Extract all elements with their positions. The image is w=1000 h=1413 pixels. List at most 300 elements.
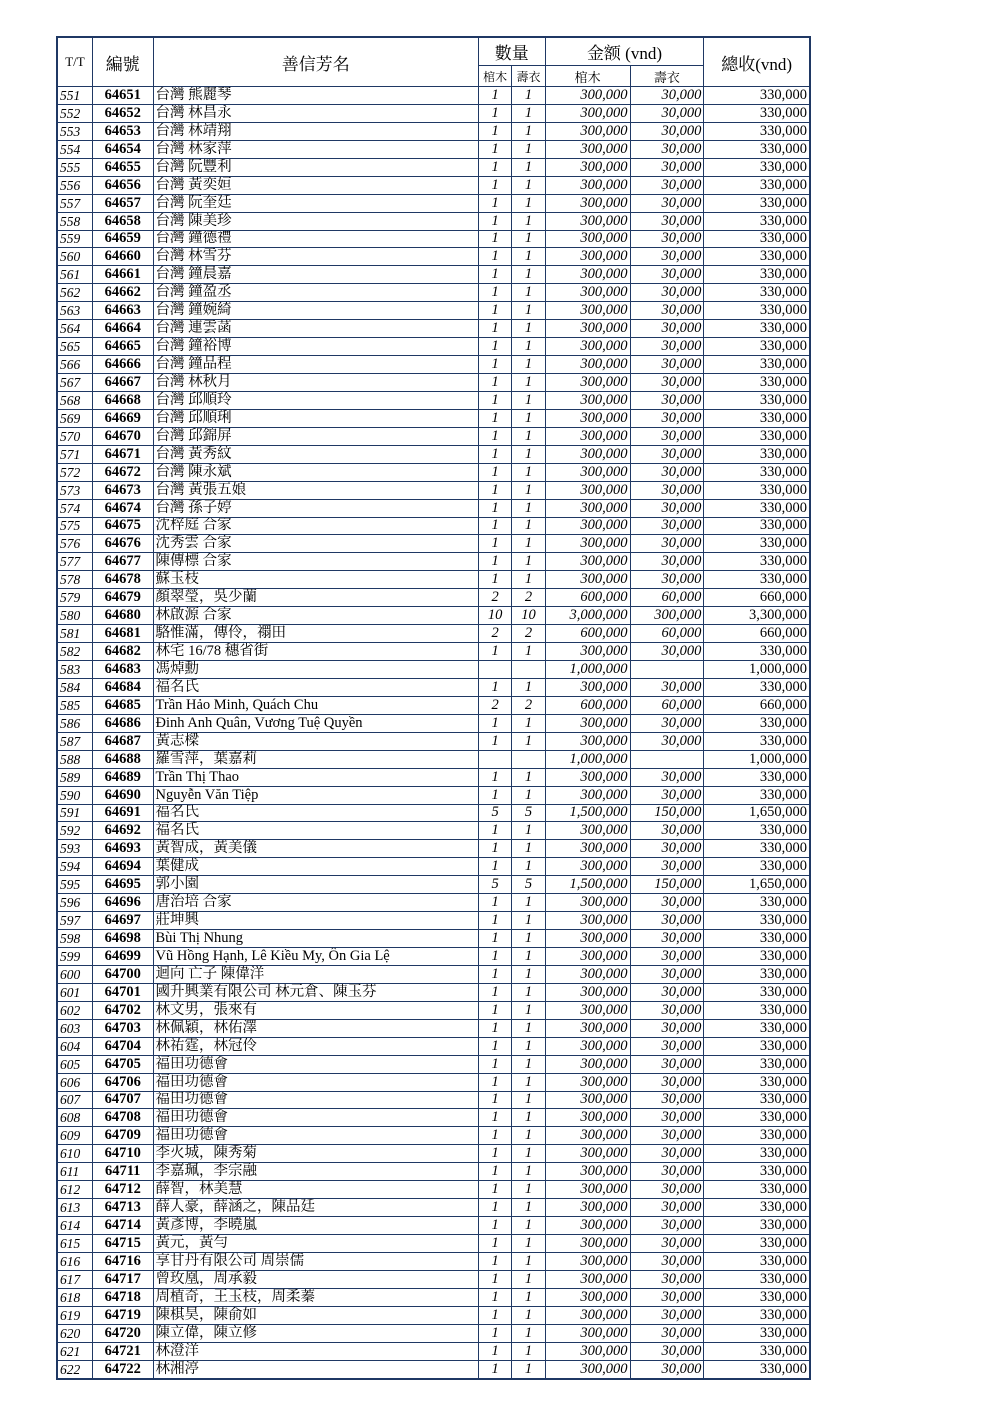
qty-shroud: 1	[512, 1163, 545, 1181]
qty-shroud: 1	[512, 391, 545, 409]
qty-coffin: 1	[478, 1181, 511, 1199]
row-number: 593	[57, 840, 92, 858]
total-amount: 330,000	[704, 409, 810, 427]
amount-coffin: 1,000,000	[545, 750, 630, 768]
qty-coffin	[478, 661, 511, 679]
donor-name: 黃智成，黃美儀	[153, 840, 478, 858]
table-row	[57, 1001, 810, 1019]
qty-coffin: 1	[478, 302, 511, 320]
amount-coffin: 300,000	[545, 122, 630, 140]
total-amount: 330,000	[704, 230, 810, 248]
donor-name: 羅雪萍，葉嘉莉	[153, 750, 478, 768]
table-row	[57, 822, 810, 840]
amount-coffin: 300,000	[545, 248, 630, 266]
donor-code: 64679	[92, 589, 153, 607]
qty-shroud: 1	[512, 1019, 545, 1037]
total-amount: 330,000	[704, 374, 810, 392]
table-row	[57, 965, 810, 983]
amount-coffin: 1,000,000	[545, 661, 630, 679]
amount-shroud: 30,000	[630, 1306, 704, 1324]
header-code: 編號	[92, 37, 153, 87]
table-row	[57, 607, 810, 625]
qty-coffin: 1	[478, 1091, 511, 1109]
amount-shroud: 30,000	[630, 158, 704, 176]
row-number: 616	[57, 1252, 92, 1270]
amount-shroud: 30,000	[630, 1235, 704, 1253]
amount-coffin: 300,000	[545, 894, 630, 912]
qty-coffin: 1	[478, 1288, 511, 1306]
donor-code: 64676	[92, 535, 153, 553]
total-amount: 330,000	[704, 122, 810, 140]
donor-name: 台灣 鐘裕博	[153, 338, 478, 356]
qty-coffin: 1	[478, 1199, 511, 1217]
qty-coffin: 1	[478, 338, 511, 356]
amount-coffin: 300,000	[545, 1055, 630, 1073]
row-number: 605	[57, 1055, 92, 1073]
amount-coffin: 300,000	[545, 965, 630, 983]
header-total: 總收(vnd)	[704, 37, 810, 87]
qty-shroud: 1	[512, 284, 545, 302]
donor-code: 64652	[92, 104, 153, 122]
table-row	[57, 391, 810, 409]
total-amount: 330,000	[704, 1360, 810, 1378]
table-row	[57, 374, 810, 392]
amount-shroud: 30,000	[630, 1091, 704, 1109]
donor-code: 64712	[92, 1181, 153, 1199]
qty-shroud: 1	[512, 1252, 545, 1270]
qty-coffin: 10	[478, 607, 511, 625]
qty-coffin: 1	[478, 535, 511, 553]
qty-shroud	[512, 750, 545, 768]
amount-shroud: 30,000	[630, 338, 704, 356]
table-row	[57, 87, 810, 105]
donor-name: 薛智，林美慧	[153, 1181, 478, 1199]
total-amount: 330,000	[704, 858, 810, 876]
table-row	[57, 463, 810, 481]
donor-code: 64699	[92, 948, 153, 966]
table-row	[57, 768, 810, 786]
qty-coffin: 1	[478, 965, 511, 983]
amount-shroud: 30,000	[630, 822, 704, 840]
amount-shroud: 60,000	[630, 589, 704, 607]
row-number: 609	[57, 1127, 92, 1145]
donor-name: 周植奇，王玉枝，周柔蓁	[153, 1288, 478, 1306]
table-row	[57, 122, 810, 140]
amount-coffin: 300,000	[545, 1181, 630, 1199]
total-amount: 330,000	[704, 1037, 810, 1055]
amount-coffin: 600,000	[545, 696, 630, 714]
row-number: 594	[57, 858, 92, 876]
total-amount: 330,000	[704, 87, 810, 105]
total-amount: 330,000	[704, 499, 810, 517]
amount-coffin: 300,000	[545, 983, 630, 1001]
row-number: 567	[57, 374, 92, 392]
qty-shroud: 1	[512, 894, 545, 912]
amount-shroud: 30,000	[630, 1181, 704, 1199]
amount-shroud: 30,000	[630, 1324, 704, 1342]
row-number: 558	[57, 212, 92, 230]
table-row	[57, 140, 810, 158]
qty-shroud: 1	[512, 1235, 545, 1253]
table-row	[57, 1055, 810, 1073]
table-row	[57, 696, 810, 714]
amount-coffin: 300,000	[545, 1199, 630, 1217]
qty-coffin: 1	[478, 427, 511, 445]
donor-code: 64720	[92, 1324, 153, 1342]
total-amount: 330,000	[704, 930, 810, 948]
qty-shroud: 2	[512, 696, 545, 714]
qty-shroud: 1	[512, 374, 545, 392]
qty-shroud: 1	[512, 1270, 545, 1288]
qty-shroud: 1	[512, 104, 545, 122]
donor-code: 64672	[92, 463, 153, 481]
total-amount: 330,000	[704, 1199, 810, 1217]
total-amount: 330,000	[704, 517, 810, 535]
table-row	[57, 571, 810, 589]
amount-shroud: 30,000	[630, 87, 704, 105]
total-amount: 330,000	[704, 1019, 810, 1037]
amount-coffin: 300,000	[545, 786, 630, 804]
donor-code: 64691	[92, 804, 153, 822]
amount-shroud: 30,000	[630, 732, 704, 750]
total-amount: 330,000	[704, 1001, 810, 1019]
amount-shroud: 30,000	[630, 140, 704, 158]
donor-code: 64716	[92, 1252, 153, 1270]
total-amount: 330,000	[704, 894, 810, 912]
table-row	[57, 302, 810, 320]
amount-coffin: 300,000	[545, 1109, 630, 1127]
donor-name: 國升興業有限公司 林元倉、陳玉芬	[153, 983, 478, 1001]
qty-shroud: 5	[512, 804, 545, 822]
row-number: 590	[57, 786, 92, 804]
donor-code: 64705	[92, 1055, 153, 1073]
donor-code: 64695	[92, 876, 153, 894]
table-row	[57, 1306, 810, 1324]
total-amount: 330,000	[704, 1270, 810, 1288]
row-number: 612	[57, 1181, 92, 1199]
total-amount: 330,000	[704, 840, 810, 858]
amount-shroud: 30,000	[630, 768, 704, 786]
qty-coffin: 1	[478, 1127, 511, 1145]
total-amount: 330,000	[704, 104, 810, 122]
amount-shroud: 30,000	[630, 1217, 704, 1235]
qty-coffin: 1	[478, 732, 511, 750]
qty-coffin: 1	[478, 140, 511, 158]
amount-coffin: 300,000	[545, 517, 630, 535]
amount-shroud: 30,000	[630, 248, 704, 266]
donor-code: 64693	[92, 840, 153, 858]
amount-shroud: 30,000	[630, 840, 704, 858]
amount-shroud: 30,000	[630, 517, 704, 535]
qty-coffin: 5	[478, 876, 511, 894]
qty-shroud: 1	[512, 158, 545, 176]
qty-coffin: 1	[478, 1324, 511, 1342]
amount-coffin: 300,000	[545, 158, 630, 176]
total-amount: 330,000	[704, 1306, 810, 1324]
table-row	[57, 266, 810, 284]
table-row	[57, 320, 810, 338]
table-row	[57, 212, 810, 230]
qty-shroud: 1	[512, 176, 545, 194]
qty-coffin: 1	[478, 840, 511, 858]
qty-coffin	[478, 750, 511, 768]
header-amount: 金额 (vnd)	[545, 37, 704, 66]
qty-coffin: 1	[478, 122, 511, 140]
total-amount: 660,000	[704, 589, 810, 607]
table-row	[57, 1270, 810, 1288]
row-number: 600	[57, 965, 92, 983]
amount-shroud: 30,000	[630, 1019, 704, 1037]
amount-coffin: 300,000	[545, 1073, 630, 1091]
table-row	[57, 338, 810, 356]
row-number: 601	[57, 983, 92, 1001]
qty-shroud: 1	[512, 1037, 545, 1055]
qty-shroud: 1	[512, 248, 545, 266]
qty-shroud: 1	[512, 840, 545, 858]
qty-coffin: 1	[478, 983, 511, 1001]
qty-coffin: 1	[478, 714, 511, 732]
total-amount: 660,000	[704, 625, 810, 643]
total-amount: 330,000	[704, 158, 810, 176]
total-amount: 330,000	[704, 965, 810, 983]
qty-coffin: 2	[478, 696, 511, 714]
donor-code: 64719	[92, 1306, 153, 1324]
table-row	[57, 589, 810, 607]
table-row	[57, 1324, 810, 1342]
donor-code: 64698	[92, 930, 153, 948]
amount-coffin: 300,000	[545, 104, 630, 122]
row-number: 574	[57, 499, 92, 517]
table-row	[57, 535, 810, 553]
table-row	[57, 176, 810, 194]
qty-shroud: 5	[512, 876, 545, 894]
amount-coffin: 300,000	[545, 1145, 630, 1163]
qty-shroud: 1	[512, 1127, 545, 1145]
qty-shroud: 1	[512, 481, 545, 499]
row-number: 553	[57, 122, 92, 140]
amount-coffin: 300,000	[545, 1091, 630, 1109]
qty-shroud: 1	[512, 212, 545, 230]
amount-coffin: 300,000	[545, 194, 630, 212]
row-number: 559	[57, 230, 92, 248]
amount-coffin: 300,000	[545, 176, 630, 194]
table-row	[57, 714, 810, 732]
total-amount: 330,000	[704, 822, 810, 840]
qty-shroud: 1	[512, 356, 545, 374]
donor-name: 福田功德會	[153, 1091, 478, 1109]
table-row	[57, 1073, 810, 1091]
qty-coffin: 1	[478, 643, 511, 661]
amount-coffin: 300,000	[545, 356, 630, 374]
donor-name: 馮焯勳	[153, 661, 478, 679]
donor-code: 64662	[92, 284, 153, 302]
donor-name: 台灣 陳永斌	[153, 463, 478, 481]
donor-code: 64653	[92, 122, 153, 140]
donor-code: 64707	[92, 1091, 153, 1109]
table-row	[57, 104, 810, 122]
amount-shroud: 60,000	[630, 696, 704, 714]
donor-code: 64651	[92, 87, 153, 105]
table-row	[57, 1217, 810, 1235]
donor-code: 64674	[92, 499, 153, 517]
amount-coffin: 300,000	[545, 912, 630, 930]
amount-shroud: 30,000	[630, 463, 704, 481]
total-amount: 330,000	[704, 571, 810, 589]
amount-shroud: 30,000	[630, 1270, 704, 1288]
amount-shroud: 300,000	[630, 607, 704, 625]
amount-coffin: 300,000	[545, 1235, 630, 1253]
table-row	[57, 1037, 810, 1055]
amount-coffin: 300,000	[545, 1270, 630, 1288]
donor-code: 64686	[92, 714, 153, 732]
total-amount: 330,000	[704, 140, 810, 158]
total-amount: 330,000	[704, 1324, 810, 1342]
qty-shroud: 1	[512, 965, 545, 983]
row-number: 581	[57, 625, 92, 643]
qty-shroud: 1	[512, 1145, 545, 1163]
row-number: 576	[57, 535, 92, 553]
row-number: 568	[57, 391, 92, 409]
donor-code: 64677	[92, 553, 153, 571]
qty-shroud: 1	[512, 266, 545, 284]
donor-name: Trần Hảo Minh, Quách Chu	[153, 696, 478, 714]
total-amount: 330,000	[704, 356, 810, 374]
amount-coffin: 300,000	[545, 338, 630, 356]
total-amount: 330,000	[704, 176, 810, 194]
table-row	[57, 409, 810, 427]
row-number: 554	[57, 140, 92, 158]
amount-shroud: 30,000	[630, 212, 704, 230]
donor-code: 64671	[92, 445, 153, 463]
amount-shroud: 30,000	[630, 499, 704, 517]
donor-name: 享甘丹有限公司 周崇儒	[153, 1252, 478, 1270]
qty-coffin: 1	[478, 248, 511, 266]
total-amount: 330,000	[704, 983, 810, 1001]
qty-shroud: 1	[512, 912, 545, 930]
donor-name: 台灣 連雲菡	[153, 320, 478, 338]
qty-coffin: 1	[478, 930, 511, 948]
qty-coffin: 1	[478, 1037, 511, 1055]
qty-coffin: 1	[478, 499, 511, 517]
table-row	[57, 517, 810, 535]
amount-shroud: 30,000	[630, 445, 704, 463]
row-number: 604	[57, 1037, 92, 1055]
amount-coffin: 600,000	[545, 625, 630, 643]
donor-name: 李嘉珮，李宗融	[153, 1163, 478, 1181]
total-amount: 330,000	[704, 1163, 810, 1181]
amount-shroud: 30,000	[630, 535, 704, 553]
qty-coffin: 1	[478, 858, 511, 876]
amount-shroud: 30,000	[630, 427, 704, 445]
total-amount: 330,000	[704, 284, 810, 302]
amount-shroud: 30,000	[630, 1360, 704, 1378]
amount-coffin: 300,000	[545, 409, 630, 427]
donor-name: 莊坤興	[153, 912, 478, 930]
donor-code: 64694	[92, 858, 153, 876]
row-number: 608	[57, 1109, 92, 1127]
donor-name: 台灣 邱順玲	[153, 391, 478, 409]
donor-name: 台灣 鐘婉綺	[153, 302, 478, 320]
donor-name: 林文男，張來有	[153, 1001, 478, 1019]
donor-name: 黃志樑	[153, 732, 478, 750]
amount-shroud: 30,000	[630, 1109, 704, 1127]
amount-shroud: 30,000	[630, 948, 704, 966]
header-qty-coffin: 棺木	[478, 66, 511, 87]
qty-shroud: 1	[512, 409, 545, 427]
row-number: 571	[57, 445, 92, 463]
table-row	[57, 553, 810, 571]
donor-name: 沈秀雲 合家	[153, 535, 478, 553]
qty-shroud	[512, 661, 545, 679]
amount-shroud: 30,000	[630, 1127, 704, 1145]
total-amount: 330,000	[704, 732, 810, 750]
row-number: 564	[57, 320, 92, 338]
donor-code: 64710	[92, 1145, 153, 1163]
donor-name: 駱惟滿，傳伶，禤田	[153, 625, 478, 643]
amount-shroud: 30,000	[630, 194, 704, 212]
donor-table	[56, 36, 811, 1380]
row-number: 614	[57, 1217, 92, 1235]
amount-shroud: 30,000	[630, 1145, 704, 1163]
qty-coffin: 1	[478, 1360, 511, 1378]
total-amount: 330,000	[704, 248, 810, 266]
row-number: 596	[57, 894, 92, 912]
donor-code: 64687	[92, 732, 153, 750]
row-number: 618	[57, 1288, 92, 1306]
table-row	[57, 1288, 810, 1306]
donor-name: 黃彥博，李曉嵐	[153, 1217, 478, 1235]
qty-coffin: 1	[478, 391, 511, 409]
row-number: 560	[57, 248, 92, 266]
donor-name: 福田功德會	[153, 1055, 478, 1073]
amount-coffin: 300,000	[545, 1037, 630, 1055]
qty-shroud: 1	[512, 1181, 545, 1199]
qty-shroud: 1	[512, 140, 545, 158]
amount-shroud: 30,000	[630, 1288, 704, 1306]
total-amount: 330,000	[704, 678, 810, 696]
amount-shroud: 30,000	[630, 858, 704, 876]
donor-code: 64690	[92, 786, 153, 804]
donor-code: 64714	[92, 1217, 153, 1235]
donor-name: 台灣 林靖翔	[153, 122, 478, 140]
qty-coffin: 1	[478, 948, 511, 966]
qty-shroud: 1	[512, 499, 545, 517]
total-amount: 330,000	[704, 445, 810, 463]
amount-shroud: 30,000	[630, 571, 704, 589]
amount-coffin: 300,000	[545, 445, 630, 463]
qty-shroud: 1	[512, 732, 545, 750]
row-number: 583	[57, 661, 92, 679]
total-amount: 330,000	[704, 1127, 810, 1145]
donor-code: 64683	[92, 661, 153, 679]
table-row	[57, 840, 810, 858]
donor-name: 台灣 鐘晨嘉	[153, 266, 478, 284]
row-number: 556	[57, 176, 92, 194]
donor-code: 64689	[92, 768, 153, 786]
donor-name: 陳傳標 合家	[153, 553, 478, 571]
amount-coffin: 300,000	[545, 1019, 630, 1037]
donor-name: 迴向 亡子 陳偉洋	[153, 965, 478, 983]
total-amount: 330,000	[704, 481, 810, 499]
donor-name: 台灣 黃奕姮	[153, 176, 478, 194]
header-quantity: 數量	[478, 37, 545, 66]
total-amount: 330,000	[704, 1073, 810, 1091]
amount-shroud: 30,000	[630, 643, 704, 661]
row-number: 602	[57, 1001, 92, 1019]
amount-coffin: 300,000	[545, 1001, 630, 1019]
table-row	[57, 1019, 810, 1037]
qty-shroud: 1	[512, 1055, 545, 1073]
